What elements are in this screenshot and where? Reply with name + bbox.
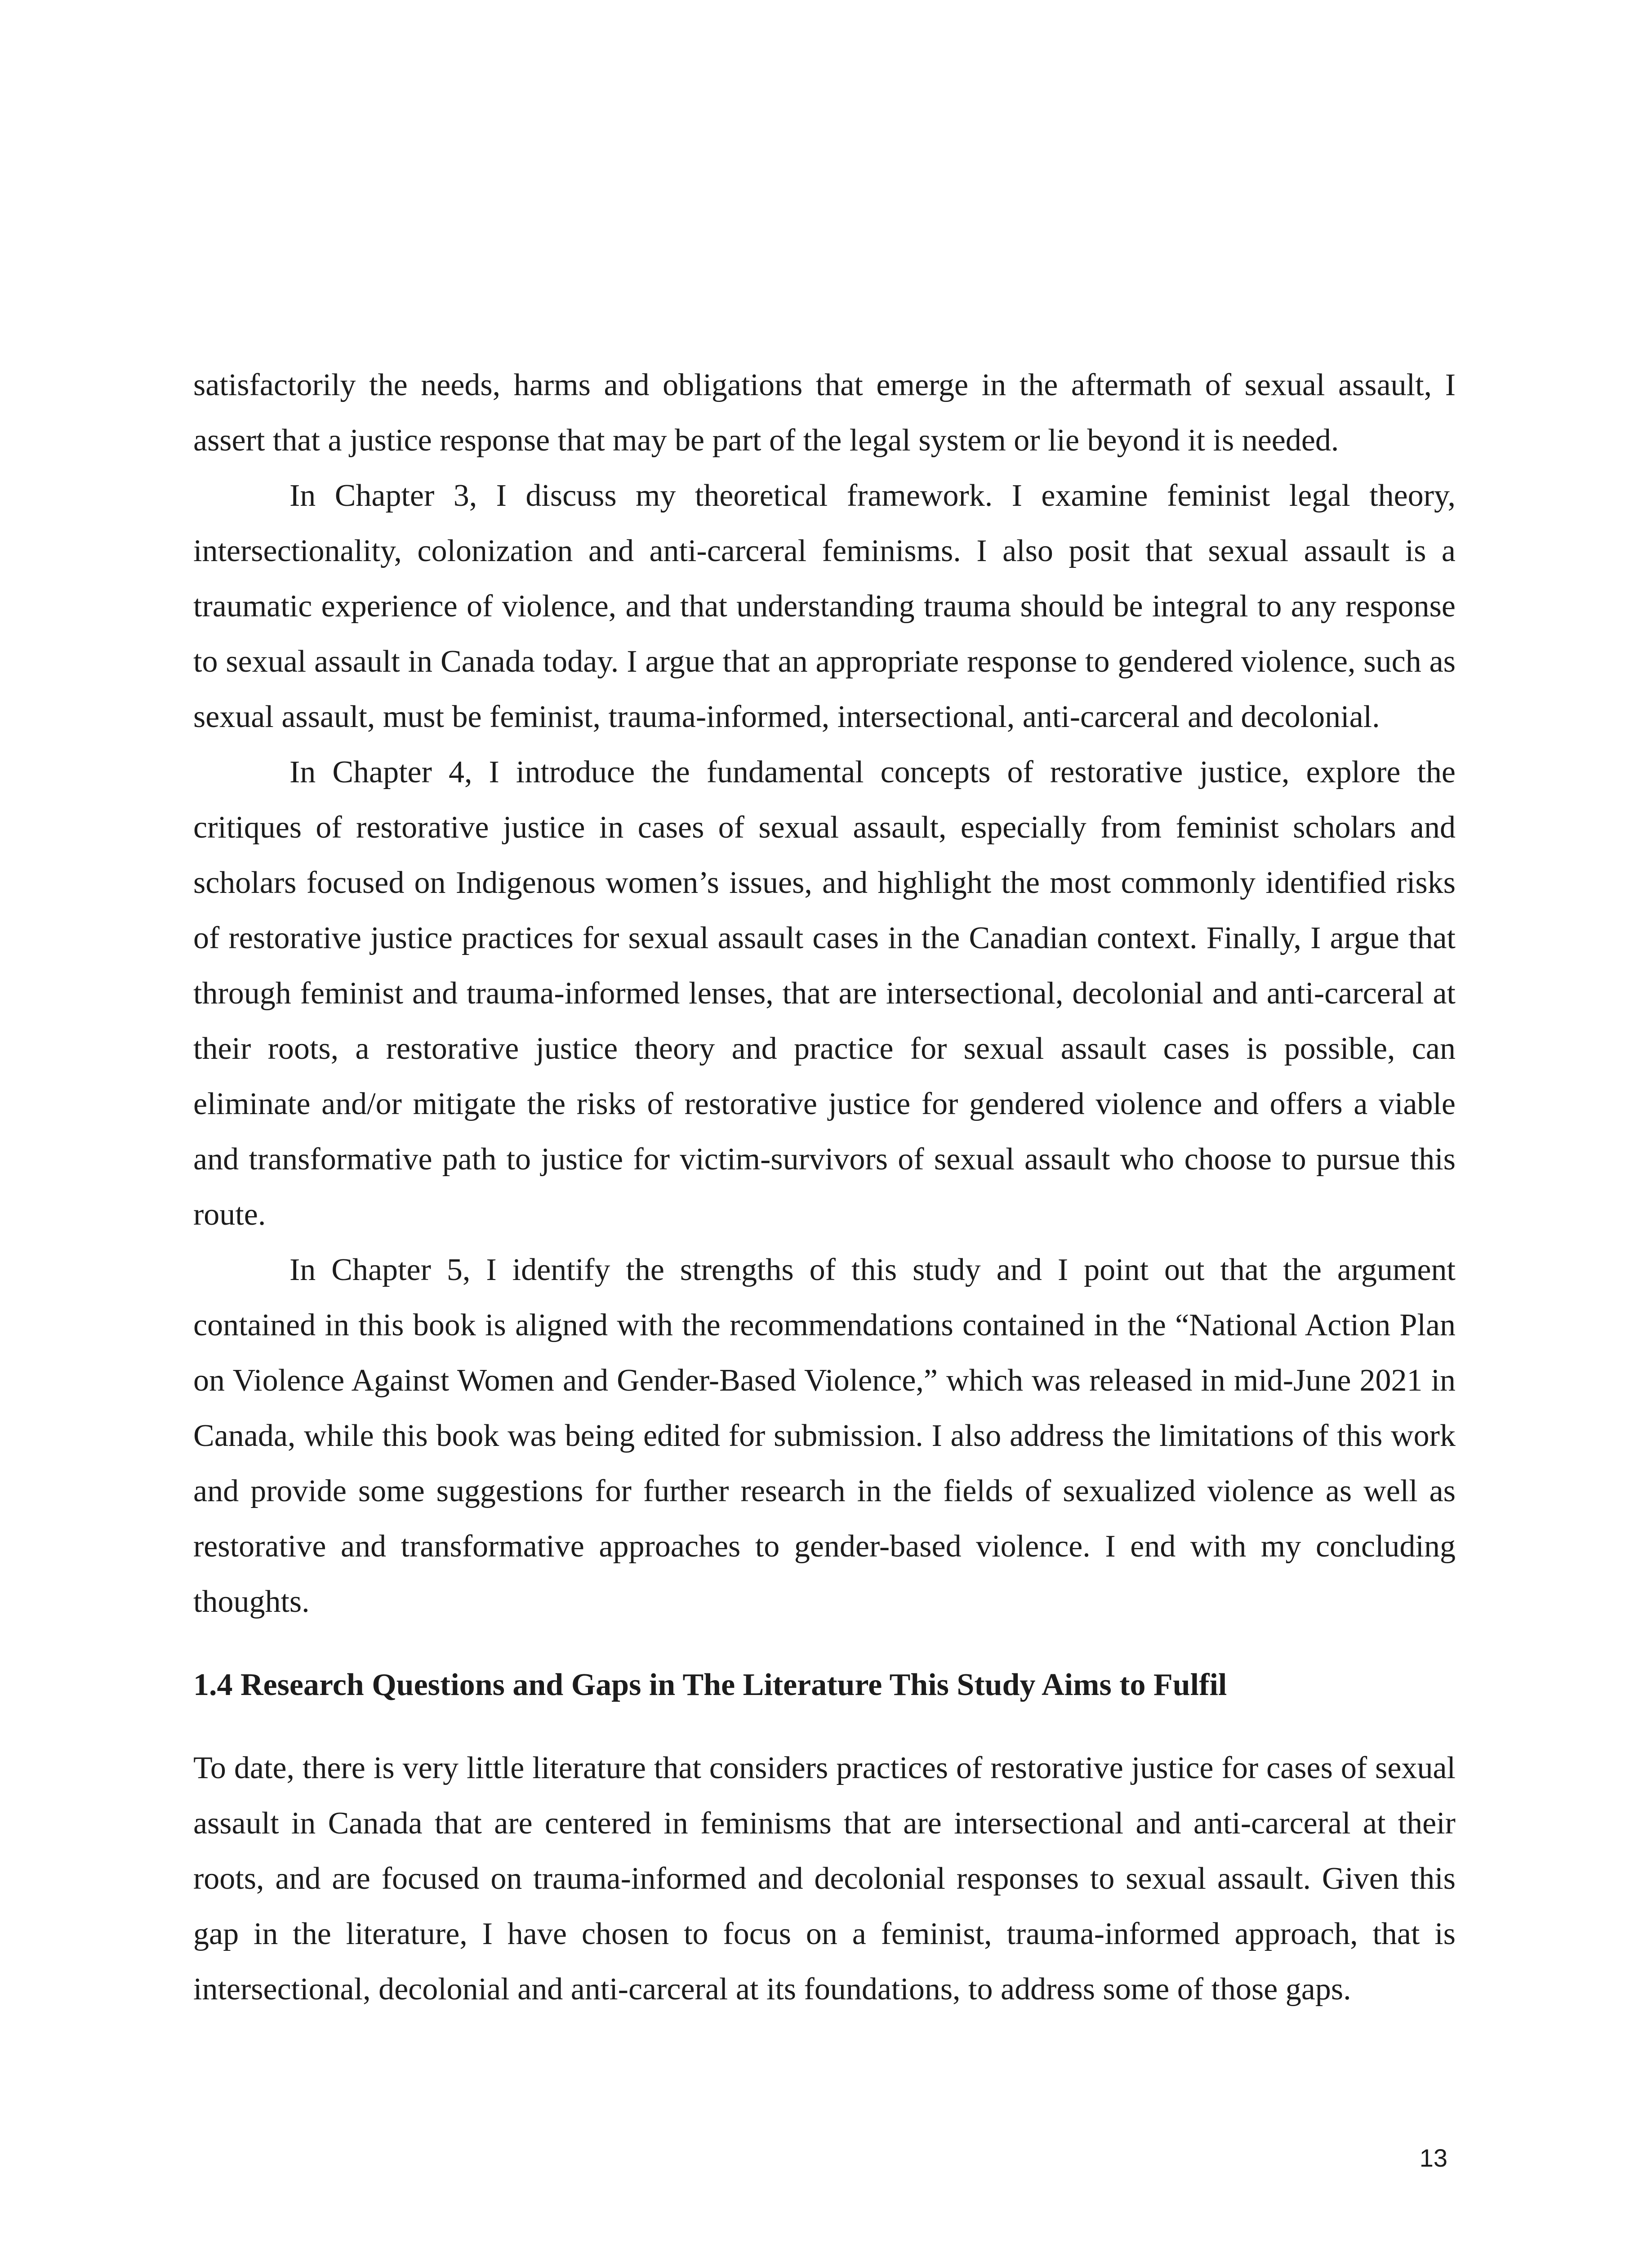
paragraph-continuation: satisfactorily the needs, harms and obligations that emerge in the aftermath of sexual assault, I assert that a justice response that may be part of the legal system or lie beyond it is needed. [193,368,1456,458]
paragraph-research-gap: To date, there is very little literature that considers practices of restorative justice for cases of sexual assault in Canada that are centered in feminisms that are intersectional and anti-carceral at their roots, and are focused on trauma-informed and decolonial responses to sexual assault. Given this gap in the literature, I have chosen to focus on a feminist, trauma-informed approach, that is intersectional, decolonial and anti-carceral at its foundations, to address some of those gaps. [193,1751,1456,2007]
paragraph-chapter-3: In Chapter 3, I discuss my theoretical framework. I examine feminist legal theory, intersectionality, colonization and anti-carceral feminisms. I also posit that sexual assault is a traumatic experience of violence, and that understanding trauma should be integral to any response to sexual assault in Canada today. I argue that an appropriate response to gendered violence, such as sexual assault, must be feminist, trauma-informed, intersectional, anti-carceral and decolonial. [193,478,1456,734]
paragraph-chapter-4: In Chapter 4, I introduce the fundamental concepts of restorative justice, explore the critiques of restorative justice in cases of sexual assault, especially from feminist scholars and scholars focused on Indigenous women’s issues, and highlight the most commonly identified risks of restorative justice practices for sexual assault cases in the Canadian context. Finally, I argue that through feminist and trauma-informed lenses, that are intersectional, decolonial and anti-carceral at their roots, a restorative justice theory and practice for sexual assault cases is possible, can eliminate and/or mitigate the risks of restorative justice for gendered violence and offers a viable and transformative path to justice for victim-survivors of sexual assault who choose to pursue this route. [193,755,1456,1232]
section-heading: 1.4 Research Questions and Gaps in The Literature This Study Aims to Fulfil [193,1668,1227,1702]
page-number: 13 [1419,2144,1447,2172]
page-body [193,357,1456,2017]
paragraph-chapter-5: In Chapter 5, I identify the strengths of this study and I point out that the argument contained in this book is aligned with the recommendations contained in the “National Action Plan on Violence Against Women and Gender-Based Violence,” which was released in mid-June 2021 in Canada, while this book was being edited for submission. I also address the limitations of this work and provide some suggestions for further research in the fields of sexualized violence as well as restorative and transformative approaches to gender-based violence. I end with my concluding thoughts. [193,1253,1456,1619]
